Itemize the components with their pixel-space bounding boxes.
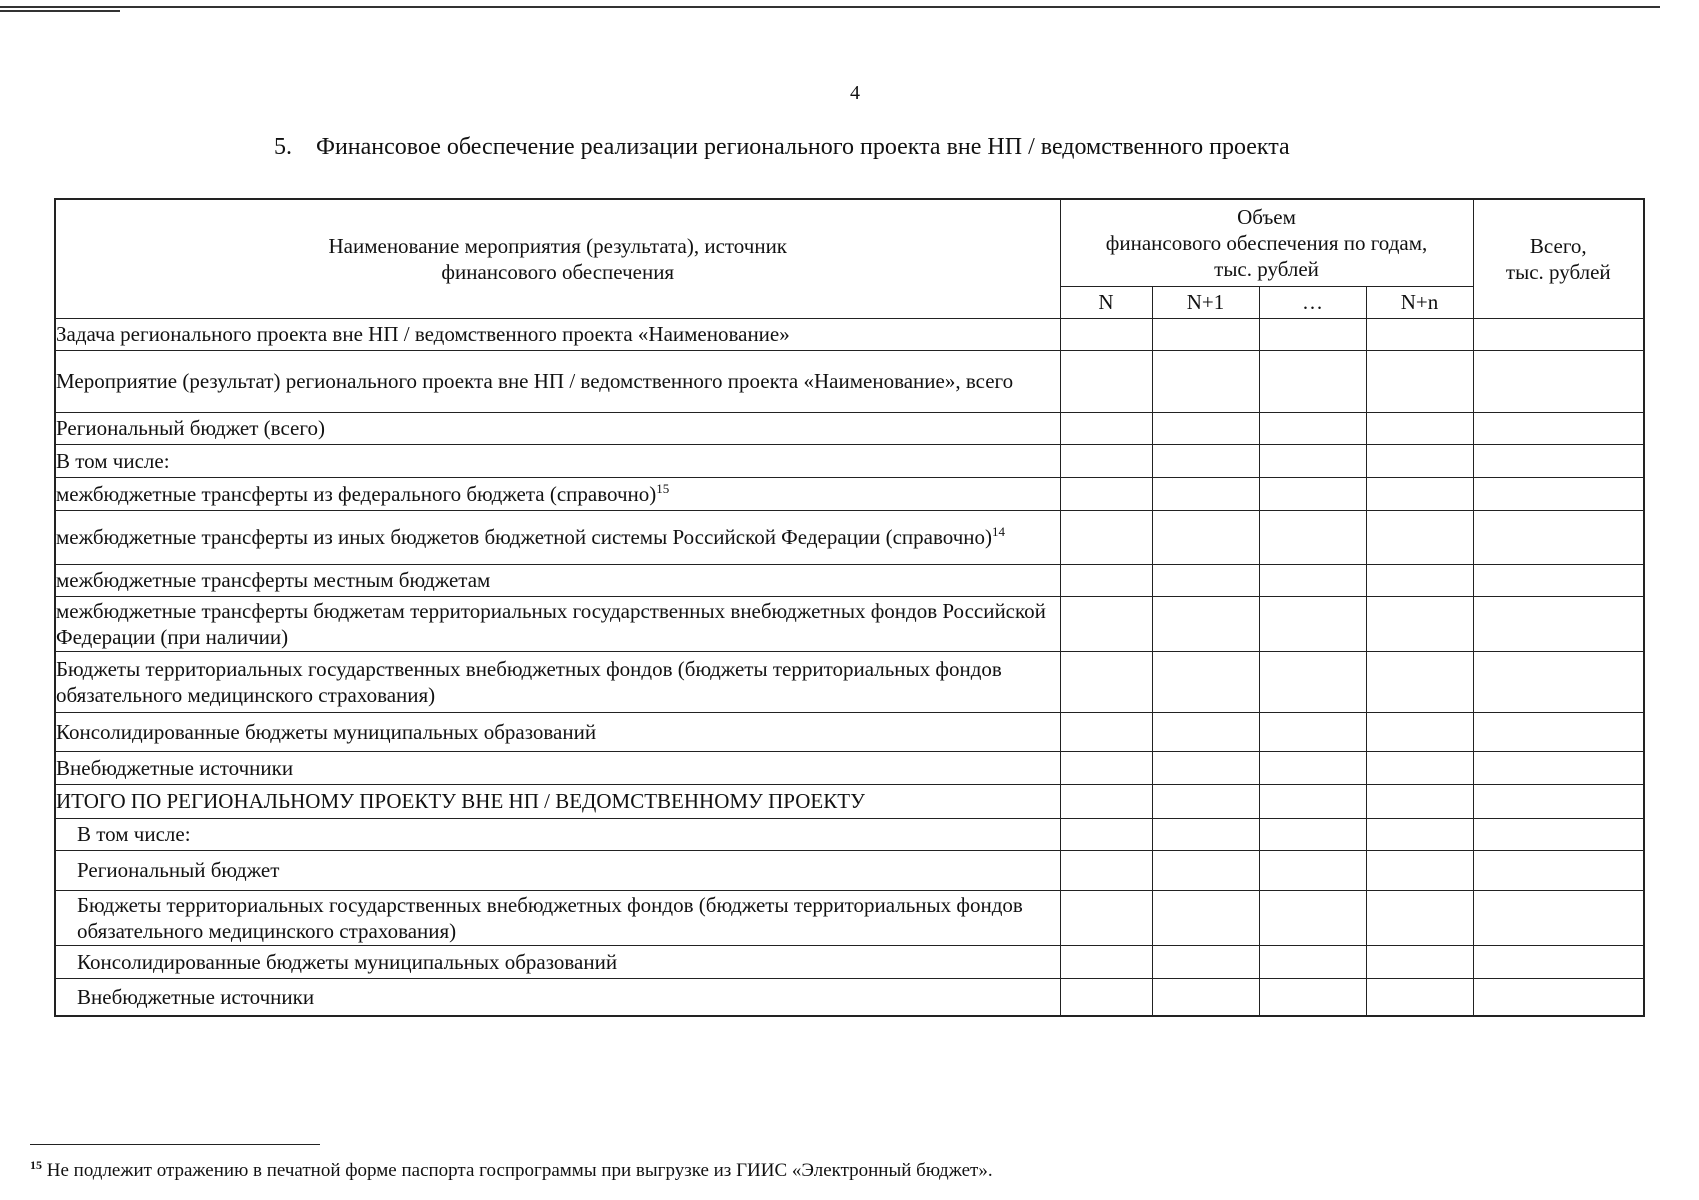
header-volume-line1: Объем xyxy=(1237,204,1296,229)
row-label xyxy=(55,978,1060,1016)
table-row xyxy=(55,510,1644,564)
year-value-cell xyxy=(1152,818,1259,850)
year-value-cell xyxy=(1259,564,1366,596)
row-label-text: В том числе: xyxy=(56,448,170,473)
year-value-cell xyxy=(1060,444,1152,477)
year-value-cell xyxy=(1366,784,1473,818)
table-row xyxy=(55,596,1644,651)
year-value-cell xyxy=(1259,978,1366,1016)
year-value-cell xyxy=(1152,651,1259,712)
year-value-cell xyxy=(1152,850,1259,890)
table-row xyxy=(55,978,1644,1016)
page-number: 4 xyxy=(850,82,860,104)
table-row xyxy=(55,318,1644,350)
row-label xyxy=(55,850,1060,890)
total-value-cell xyxy=(1473,850,1644,890)
row-label-text: межбюджетные трансферты из федерального бюджета (справочно) xyxy=(56,481,657,506)
year-value-cell xyxy=(1152,784,1259,818)
year-value-cell xyxy=(1366,651,1473,712)
row-label-text: Консолидированные бюджеты муниципальных образований xyxy=(56,719,597,744)
table-row xyxy=(55,945,1644,978)
header-total-line1: Всего, xyxy=(1529,233,1587,258)
year-value-cell xyxy=(1366,510,1473,564)
row-label-text: Задача регионального проекта вне НП / ведомственного проекта «Наименование» xyxy=(56,322,790,346)
total-value-cell xyxy=(1473,350,1644,412)
total-value-cell xyxy=(1473,818,1644,850)
year-value-cell xyxy=(1060,412,1152,444)
row-label xyxy=(55,784,1060,818)
year-value-cell xyxy=(1259,596,1366,651)
total-value-cell xyxy=(1473,945,1644,978)
table-row xyxy=(55,444,1644,477)
year-value-cell xyxy=(1259,945,1366,978)
footnote-reference: 15 xyxy=(656,480,670,496)
footnote-separator xyxy=(30,1144,320,1145)
year-value-cell xyxy=(1259,712,1366,751)
row-label-text: Внебюджетные источники xyxy=(56,755,294,780)
row-label xyxy=(55,412,1060,444)
year-value-cell xyxy=(1259,412,1366,444)
total-value-cell xyxy=(1473,444,1644,477)
row-label-text: Консолидированные бюджеты муниципальных образований xyxy=(77,949,618,974)
table-row xyxy=(55,712,1644,751)
row-label-text: Мероприятие (результат) регионального проекта вне НП / ведомственного проекта «Наименование», всего xyxy=(56,369,1014,393)
year-value-cell xyxy=(1259,818,1366,850)
row-label-text: В том числе: xyxy=(77,822,191,846)
row-label xyxy=(55,444,1060,477)
table-row xyxy=(55,477,1644,510)
year-value-cell xyxy=(1259,850,1366,890)
row-label xyxy=(55,651,1060,712)
year-value-cell xyxy=(1152,890,1259,945)
year-value-cell xyxy=(1060,978,1152,1016)
header-year-ellipsis: … xyxy=(1259,286,1366,318)
year-value-cell xyxy=(1152,751,1259,784)
table-row xyxy=(55,412,1644,444)
row-label xyxy=(55,712,1060,751)
year-value-cell xyxy=(1060,945,1152,978)
year-value-cell xyxy=(1366,818,1473,850)
year-value-cell xyxy=(1152,350,1259,412)
year-value-cell xyxy=(1366,850,1473,890)
year-value-cell xyxy=(1060,850,1152,890)
year-value-cell xyxy=(1259,318,1366,350)
year-value-cell xyxy=(1366,978,1473,1016)
header-name-column xyxy=(55,199,1060,318)
table-row xyxy=(55,784,1644,818)
year-value-cell xyxy=(1259,477,1366,510)
header-name-line1: Наименование мероприятия (результата), источник xyxy=(328,233,788,258)
year-value-cell xyxy=(1259,751,1366,784)
year-value-cell xyxy=(1060,510,1152,564)
year-value-cell xyxy=(1152,596,1259,651)
year-value-cell xyxy=(1152,978,1259,1016)
table-row xyxy=(55,350,1644,412)
header-name-line2: финансового обеспечения xyxy=(441,259,675,284)
total-value-cell xyxy=(1473,564,1644,596)
year-value-cell xyxy=(1366,350,1473,412)
footnote-reference: 14 xyxy=(992,524,1006,539)
year-value-cell xyxy=(1259,651,1366,712)
section-title-text: Финансовое обеспечение реализации регионального проекта вне НП / ведомственного проекта xyxy=(316,134,1290,160)
total-value-cell xyxy=(1473,651,1644,712)
section-title xyxy=(274,134,1290,161)
total-value-cell xyxy=(1473,890,1644,945)
footnote xyxy=(30,1160,993,1182)
year-value-cell xyxy=(1259,890,1366,945)
year-value-cell xyxy=(1366,751,1473,784)
header-volume-line3: тыс. рублей xyxy=(1214,256,1319,281)
year-value-cell xyxy=(1152,444,1259,477)
row-label-text: межбюджетные трансферты бюджетам территориальных государственных внебюджетных фондов Российской Федерации (при наличии) xyxy=(56,598,1046,649)
row-label xyxy=(55,564,1060,596)
total-value-cell xyxy=(1473,596,1644,651)
row-label xyxy=(55,477,1060,510)
year-value-cell xyxy=(1152,712,1259,751)
row-label xyxy=(55,596,1060,651)
year-value-cell xyxy=(1366,412,1473,444)
year-value-cell xyxy=(1366,477,1473,510)
total-value-cell xyxy=(1473,477,1644,510)
year-value-cell xyxy=(1152,477,1259,510)
row-label xyxy=(55,751,1060,784)
year-value-cell xyxy=(1259,510,1366,564)
row-label xyxy=(55,350,1060,412)
year-value-cell xyxy=(1060,751,1152,784)
total-value-cell xyxy=(1473,751,1644,784)
scan-top-border-accent xyxy=(0,10,120,12)
row-label xyxy=(55,890,1060,945)
row-label-text: Бюджеты территориальных государственных внебюджетных фондов (бюджеты территориальных фондов обязательного медицинского страхования) xyxy=(56,656,1002,707)
row-label xyxy=(55,318,1060,350)
year-value-cell xyxy=(1152,945,1259,978)
year-value-cell xyxy=(1152,412,1259,444)
year-value-cell xyxy=(1366,444,1473,477)
header-year-n: N xyxy=(1060,286,1152,318)
year-value-cell xyxy=(1060,784,1152,818)
year-value-cell xyxy=(1060,818,1152,850)
total-value-cell xyxy=(1473,412,1644,444)
year-value-cell xyxy=(1152,564,1259,596)
year-value-cell xyxy=(1366,712,1473,751)
year-value-cell xyxy=(1060,712,1152,751)
section-number: 5. xyxy=(274,134,292,160)
year-value-cell xyxy=(1366,596,1473,651)
row-label-text: межбюджетные трансферты местным бюджетам xyxy=(56,568,491,592)
year-value-cell xyxy=(1366,890,1473,945)
table-row xyxy=(55,651,1644,712)
row-label xyxy=(55,510,1060,564)
row-label-text: ИТОГО ПО РЕГИОНАЛЬНОМУ ПРОЕКТУ ВНЕ НП / ВЕДОМСТВЕННОМУ ПРОЕКТУ xyxy=(56,789,865,813)
year-value-cell xyxy=(1060,596,1152,651)
total-value-cell xyxy=(1473,318,1644,350)
year-value-cell xyxy=(1060,318,1152,350)
row-label-text: межбюджетные трансферты из иных бюджетов бюджетной системы Российской Федерации (справочно) xyxy=(56,525,993,549)
header-volume xyxy=(1060,199,1473,286)
year-value-cell xyxy=(1366,564,1473,596)
scan-top-border xyxy=(0,6,1660,8)
year-value-cell xyxy=(1060,477,1152,510)
total-value-cell xyxy=(1473,978,1644,1016)
year-value-cell xyxy=(1259,784,1366,818)
year-value-cell xyxy=(1259,350,1366,412)
year-value-cell xyxy=(1152,510,1259,564)
header-total xyxy=(1473,199,1644,318)
header-volume-line2: финансового обеспечения по годам, xyxy=(1105,230,1428,255)
row-label xyxy=(55,945,1060,978)
table-row xyxy=(55,751,1644,784)
year-value-cell xyxy=(1366,318,1473,350)
year-value-cell xyxy=(1259,444,1366,477)
year-value-cell xyxy=(1366,945,1473,978)
year-value-cell xyxy=(1060,564,1152,596)
table-row xyxy=(55,564,1644,596)
row-label-text: Региональный бюджет xyxy=(77,858,280,882)
total-value-cell xyxy=(1473,712,1644,751)
footnote-marker: 15 xyxy=(30,1158,42,1172)
table-row xyxy=(55,890,1644,945)
year-value-cell xyxy=(1152,318,1259,350)
year-value-cell xyxy=(1060,890,1152,945)
row-label xyxy=(55,818,1060,850)
row-label-text: Внебюджетные источники xyxy=(77,984,315,1009)
header-year-n-plus-n: N+n xyxy=(1366,286,1473,318)
total-value-cell xyxy=(1473,510,1644,564)
year-value-cell xyxy=(1060,651,1152,712)
financing-table xyxy=(54,198,1645,1017)
header-total-line2: тыс. рублей xyxy=(1505,259,1611,284)
table-row xyxy=(55,850,1644,890)
table-row xyxy=(55,818,1644,850)
year-value-cell xyxy=(1060,350,1152,412)
footnote-text: Не подлежит отражению в печатной форме паспорта госпрограммы при выгрузке из ГИИС «Электронный бюджет». xyxy=(46,1160,993,1181)
row-label-text: Бюджеты территориальных государственных внебюджетных фондов (бюджеты территориальных фондов обязательного медицинского страхования) xyxy=(77,892,1023,943)
row-label-text: Региональный бюджет (всего) xyxy=(56,416,325,440)
header-year-n-plus-1: N+1 xyxy=(1152,286,1259,318)
total-value-cell xyxy=(1473,784,1644,818)
